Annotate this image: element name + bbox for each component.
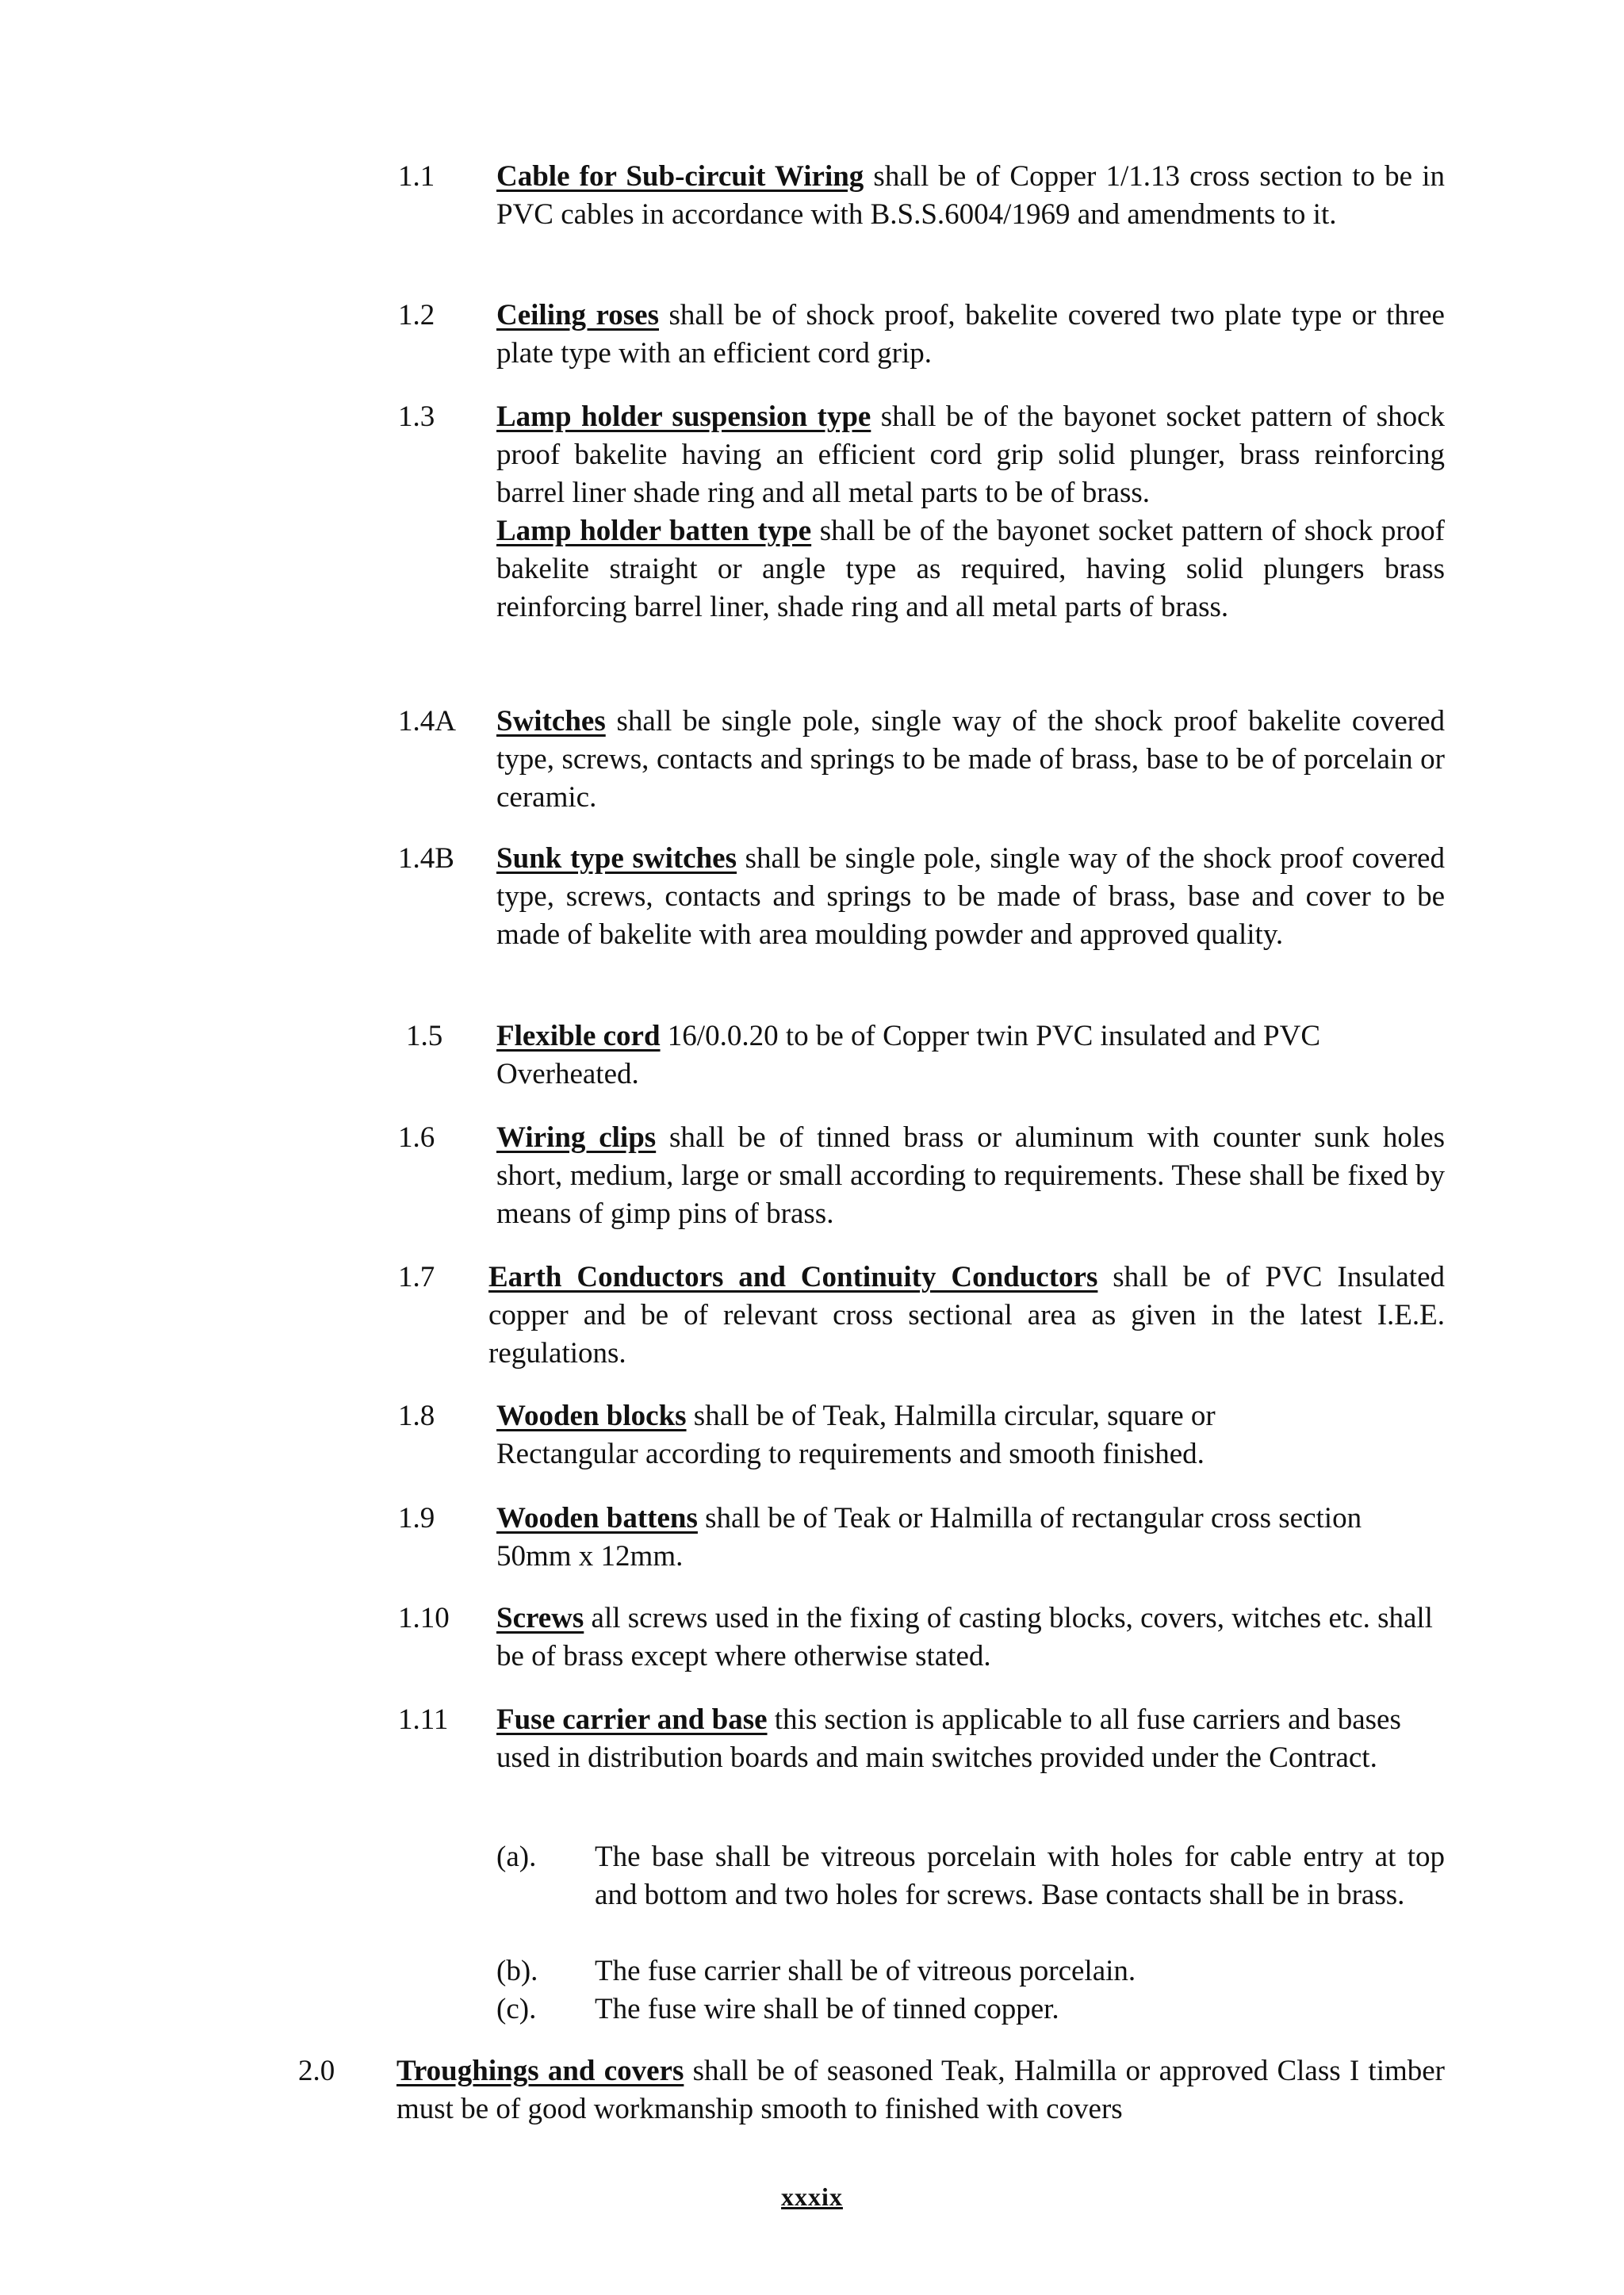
clause-text: 16/0.0.20 to be of Copper twin PVC insulated and PVC Overheated. bbox=[496, 1020, 1321, 1090]
clause-number: 1.10 bbox=[398, 1602, 450, 1634]
clause-body bbox=[496, 1017, 1445, 1094]
clause-body bbox=[496, 1500, 1385, 1576]
clause-text: shall be of Copper 1/1.13 cross section to be in PVC cables in accordance with B.S.S.6004/1969 and amendments to it. bbox=[496, 160, 1445, 231]
clause-text: this section is applicable to all fuse carriers and bases used in distribution boards and main switches provided under the Contract. bbox=[496, 1703, 1401, 1774]
clause-term: Earth Conductors and Continuity Conductors bbox=[488, 1261, 1098, 1293]
clause-text: shall be of Teak or Halmilla of rectangular cross section 50mm x 12mm. bbox=[496, 1502, 1362, 1573]
subclause-label: (b). bbox=[496, 1955, 538, 1987]
clause-term: Screws bbox=[496, 1602, 584, 1634]
clause-term: Ceiling roses bbox=[496, 299, 659, 331]
clause-body bbox=[496, 840, 1445, 954]
page-number: xxxix bbox=[781, 2182, 843, 2211]
clause-body bbox=[488, 1259, 1445, 1373]
clause-text: shall be single pole, single way of the shock proof bakelite covered type, screws, contacts and springs to be made of brass, base to be of porcelain or ceramic. bbox=[496, 705, 1445, 814]
clause-number: 1.2 bbox=[398, 299, 435, 331]
clause-number: 1.4B bbox=[398, 842, 454, 875]
clause-term-2: Lamp holder batten type bbox=[496, 515, 812, 547]
clause-number: 1.3 bbox=[398, 400, 435, 433]
clause-term: Troughings and covers bbox=[396, 2055, 684, 2087]
clause-number: 1.9 bbox=[398, 1502, 435, 1534]
clause-term: Wooden blocks bbox=[496, 1400, 687, 1432]
clause-term: Fuse carrier and base bbox=[496, 1703, 768, 1736]
clause-body bbox=[496, 1397, 1337, 1473]
clause-number: 1.5 bbox=[406, 1020, 443, 1052]
clause-text: shall be of PVC Insulated copper and be of relevant cross sectional area as given in the latest I.E.E. regulations. bbox=[488, 1261, 1445, 1370]
clause-body bbox=[496, 703, 1445, 817]
clause-body bbox=[496, 1600, 1445, 1676]
clause-number: 2.0 bbox=[298, 2055, 335, 2087]
clause-text: shall be of the bayonet socket pattern of shock proof bakelite having an efficient cord grip solid plunger, brass reinforcing barrel liner shade ring and all metal parts to be of brass. bbox=[496, 400, 1445, 509]
clause-text: shall be of shock proof, bakelite covered two plate type or three plate type with an efficient cord grip. bbox=[496, 299, 1445, 370]
clause-number: 1.8 bbox=[398, 1400, 435, 1432]
clause-number: 1.1 bbox=[398, 160, 435, 193]
clause-body bbox=[496, 1119, 1445, 1233]
clause-term: Wooden battens bbox=[496, 1502, 698, 1534]
subclause-text: The base shall be vitreous porcelain with holes for cable entry at top and bottom and two holes for screws. Base contacts shall be in brass. bbox=[595, 1841, 1445, 1911]
clause-term: Sunk type switches bbox=[496, 842, 737, 875]
clause-body bbox=[496, 297, 1445, 373]
subclause-label: (c). bbox=[496, 1993, 537, 2025]
clause-text: all screws used in the fixing of casting blocks, covers, witches etc. shall be of brass except where otherwise stated. bbox=[496, 1602, 1433, 1672]
clause-term: Flexible cord bbox=[496, 1020, 661, 1052]
clause-term: Switches bbox=[496, 705, 606, 738]
clause-term: Wiring clips bbox=[496, 1121, 657, 1154]
clause-text: shall be of Teak, Halmilla circular, square or Rectangular according to requirements and smooth finished. bbox=[496, 1400, 1216, 1470]
subclause-text: The fuse wire shall be of tinned copper. bbox=[595, 1993, 1059, 2025]
clause-number: 1.7 bbox=[398, 1261, 435, 1293]
clause-body bbox=[396, 2052, 1445, 2128]
clause-body bbox=[496, 1701, 1445, 1777]
clause-body bbox=[496, 398, 1445, 626]
clause-term: Cable for Sub-circuit Wiring bbox=[496, 160, 864, 193]
clause-number: 1.6 bbox=[398, 1121, 435, 1154]
clause-term: Lamp holder suspension type bbox=[496, 400, 871, 433]
clause-body bbox=[496, 158, 1445, 234]
clause-number: 1.11 bbox=[398, 1703, 449, 1736]
clause-text-2: shall be of the bayonet socket pattern of shock proof bakelite straight or angle type as required, having solid plungers brass reinforcing barrel liner, shade ring and all metal parts of brass. bbox=[496, 515, 1445, 623]
clause-text: shall be of tinned brass or aluminum with counter sunk holes short, medium, large or small according to requirements. These shall be fixed by means of gimp pins of brass. bbox=[496, 1121, 1445, 1230]
clause-number: 1.4A bbox=[398, 705, 456, 738]
subclause-text: The fuse carrier shall be of vitreous porcelain. bbox=[595, 1955, 1136, 1987]
clause-text: shall be of seasoned Teak, Halmilla or approved Class I timber must be of good workmanship smooth to finished with covers bbox=[396, 2055, 1446, 2125]
clause-text: shall be single pole, single way of the shock proof covered type, screws, contacts and springs to be made of brass, base and cover to be made of bakelite with area moulding powder and approved quality. bbox=[496, 842, 1445, 951]
subclause-label: (a). bbox=[496, 1841, 537, 1873]
